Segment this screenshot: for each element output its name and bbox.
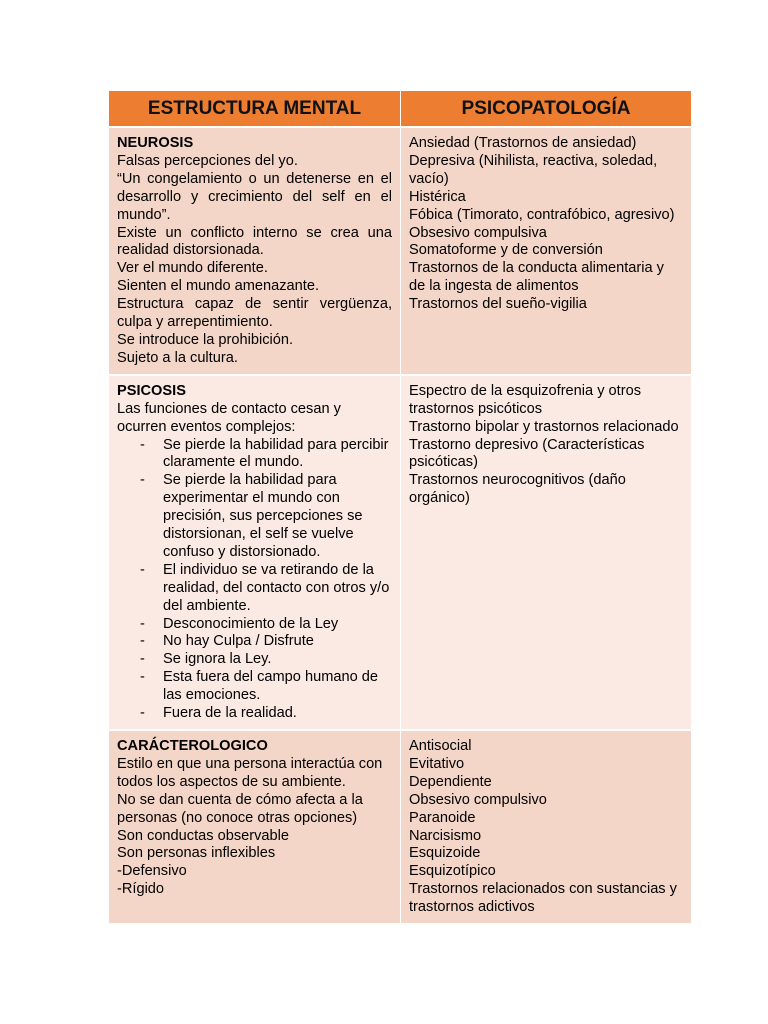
list-item: Somatoforme y de conversión (409, 242, 603, 259)
caracterologico-structure-cell (109, 730, 401, 924)
paragraph: “Un congelamiento o un detenerse en el desarrollo y crecimiento del self en el mundo”. (117, 170, 392, 223)
list-item: Fóbica (Timorato, contrafóbico, agresivo) (409, 206, 675, 223)
paragraph: Estilo en que una persona interactúa con todos los aspectos de su ambiente. (117, 755, 383, 790)
list-item: - Fuera de la realidad. (163, 705, 392, 723)
row-title: CARÁCTEROLOGICO (117, 738, 268, 754)
list-item: Trastornos relacionados con sustancias y trastornos adictivos (409, 881, 677, 916)
list-item: Obsesivo compulsiva (409, 224, 547, 241)
psicosis-structure-cell (109, 375, 401, 730)
neurosis-structure-cell (109, 127, 401, 375)
list-item: Esquizotípico (409, 863, 496, 880)
paragraph: Sienten el mundo amenazante. (117, 278, 320, 295)
paragraph: Se introduce la prohibición. (117, 331, 294, 348)
table-row (109, 127, 692, 375)
header-psicopatologia: PSICOPATOLOGÍA (401, 91, 692, 127)
psicosis-psychopathology-cell (401, 375, 692, 730)
list-item: Trastorno bipolar y trastornos relacionado (409, 418, 679, 435)
header-estructura-mental: ESTRUCTURA MENTAL (109, 91, 401, 127)
list-item: Trastornos del sueño-vigilia (409, 296, 587, 313)
list-item: Trastorno depresivo (Características psicóticas) (409, 436, 645, 471)
paragraph: No se dan cuenta de cómo afecta a la personas (no conoce otras opciones) (117, 791, 363, 826)
list-item: Evitativo (409, 755, 465, 772)
list-item: Dependiente (409, 773, 492, 790)
list-item: Obsesivo compulsivo (409, 791, 547, 808)
caracterologico-psychopathology-cell (401, 730, 692, 924)
structure-psychopathology-table (108, 91, 692, 924)
paragraph: -Rígido (117, 881, 165, 898)
paragraph: Falsas percepciones del yo. (117, 152, 298, 169)
paragraph: Son personas inflexibles (117, 845, 276, 862)
list-item: - Esta fuera del campo humano de las emociones. (163, 669, 392, 705)
table-header (109, 91, 692, 127)
header-row (109, 91, 692, 127)
list-item: Espectro de la esquizofrenia y otros trastornos psicóticos (409, 382, 642, 417)
list-item: Trastornos de la conducta alimentaria y de la ingesta de alimentos (409, 260, 664, 295)
row-title: NEUROSIS (117, 135, 194, 151)
paragraph: -Defensivo (117, 863, 187, 880)
list-item: - Desconocimiento de la Ley (163, 616, 392, 634)
list-item: - Se pierde la habilidad para experimentar el mundo con precisión, sus percepciones se distorsionan, el self se vuelve confuso y distorsionado. (163, 472, 392, 562)
list-item: - El individuo se va retirando de la realidad, del contacto con otros y/o del ambiente. (163, 562, 392, 616)
dash-list (117, 437, 392, 724)
list-item: - Se pierde la habilidad para percibir claramente el mundo. (163, 437, 392, 473)
list-item: Narcisismo (409, 827, 482, 844)
list-item: Depresiva (Nihilista, reactiva, soledad, vacío) (409, 152, 658, 187)
list-item: Histérica (409, 188, 466, 205)
list-item: Antisocial (409, 738, 472, 754)
table-row (109, 375, 692, 730)
list-item: Paranoide (409, 809, 476, 826)
paragraph: Sujeto a la cultura. (117, 349, 238, 366)
row-title: PSICOSIS (117, 382, 186, 399)
table-row (109, 730, 692, 924)
list-item: Ansiedad (Trastornos de ansiedad) (409, 135, 637, 151)
list-item: Esquizoide (409, 845, 481, 862)
list-item: Trastornos neurocognitivos (daño orgánico) (409, 472, 626, 507)
paragraph: Ver el mundo diferente. (117, 260, 268, 277)
paragraph: Son conductas observable (117, 827, 289, 844)
paragraph: Las funciones de contacto cesan y ocurren eventos complejos: (117, 400, 341, 435)
list-item: - No hay Culpa / Disfrute (163, 633, 392, 651)
list-item: - Se ignora la Ley. (163, 651, 392, 669)
paragraph: Estructura capaz de sentir vergüenza, culpa y arrepentimiento. (117, 296, 392, 331)
neurosis-psychopathology-cell (401, 127, 692, 375)
paragraph: Existe un conflicto interno se crea una realidad distorsionada. (117, 224, 392, 259)
